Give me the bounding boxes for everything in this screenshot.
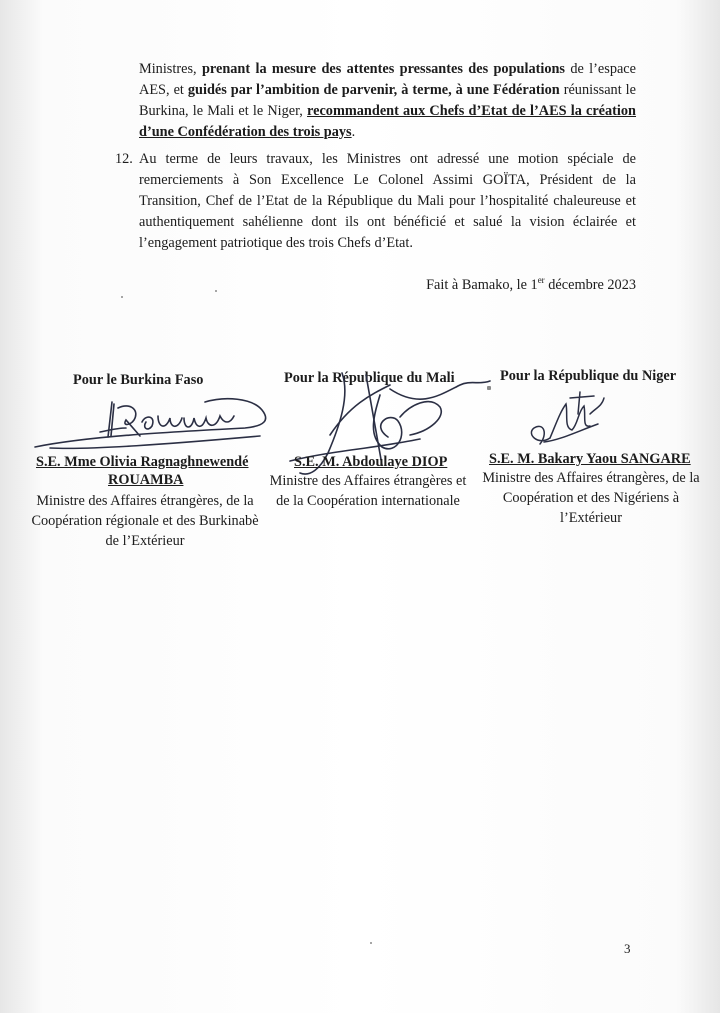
para1-text-4: . [351,124,356,140]
place-date-suffix: décembre 2023 [544,277,636,293]
place-and-date [426,277,636,294]
signatory-title-niger: Ministre des Affaires étrangères, de la Coopération et des Nigériens à l’Extérieur [482,470,700,526]
scan-speck [215,290,217,292]
para1-text-1: Ministres, [139,61,202,77]
paragraph-12-text: Au terme de leurs travaux, les Ministres ont adressé une motion spéciale de remerciements à Son Excellence Le Colonel Assimi GOÏTA, Président de la Transition, Chef de l’Etat de la République du Mali pour l’hospitalité chaleureuse et authentiquement sahélienne dont ils ont bénéficié et salué la vision éclairée et l’engagement patriotique des trois Chefs d’Etat. [139,151,636,251]
signatory-heading-burkina: Pour le Burkina Faso [73,372,204,388]
signature-niger [520,384,610,456]
signatory-heading-mali: Pour la République du Mali [284,370,455,386]
para1-text-2: de l’espace AES, et [139,61,636,98]
signatory-surname-burkina: ROUAMBA [108,472,184,488]
signatory-name-niger: S.E. M. Bakary Yaou SANGARE [489,451,691,467]
para1-text-3: réunissant le Burkina, le Mali et le Niger, [139,82,636,119]
paragraph-number: 12. [115,151,133,167]
place-date-prefix: Fait à Bamako, le 1 [426,277,538,293]
para1-bold-1: prenant la mesure des attentes pressantes des populations [201,61,565,77]
signatory-title-mali: Ministre des Affaires étrangères et de la Coopération internationale [269,473,467,509]
signatory-title-burkina: Ministre des Affaires étrangères, de la Coopération régionale et des Burkinabè de l’Extérieur [31,493,259,549]
scan-speck [370,942,372,944]
page-number: 3 [624,941,631,956]
paragraph-recommendation [139,59,636,143]
para1-underlined: recommandent aux Chefs d’Etat de l’AES la création d’une Confédération des trois pays [139,103,637,140]
signatory-name-burkina: S.E. Mme Olivia Ragnaghnewendé [36,454,249,470]
signatory-name-mali: S.E. M. Abdoulaye DIOP [294,454,448,470]
signatory-heading-niger: Pour la République du Niger [500,368,677,384]
paragraph-12 [115,149,636,254]
para1-bold-2: guidés par l’ambition de parvenir, à terme, à une Fédération [187,82,560,98]
scan-speck [487,386,491,390]
place-date-sup: er [537,275,545,286]
scan-speck [121,296,123,298]
